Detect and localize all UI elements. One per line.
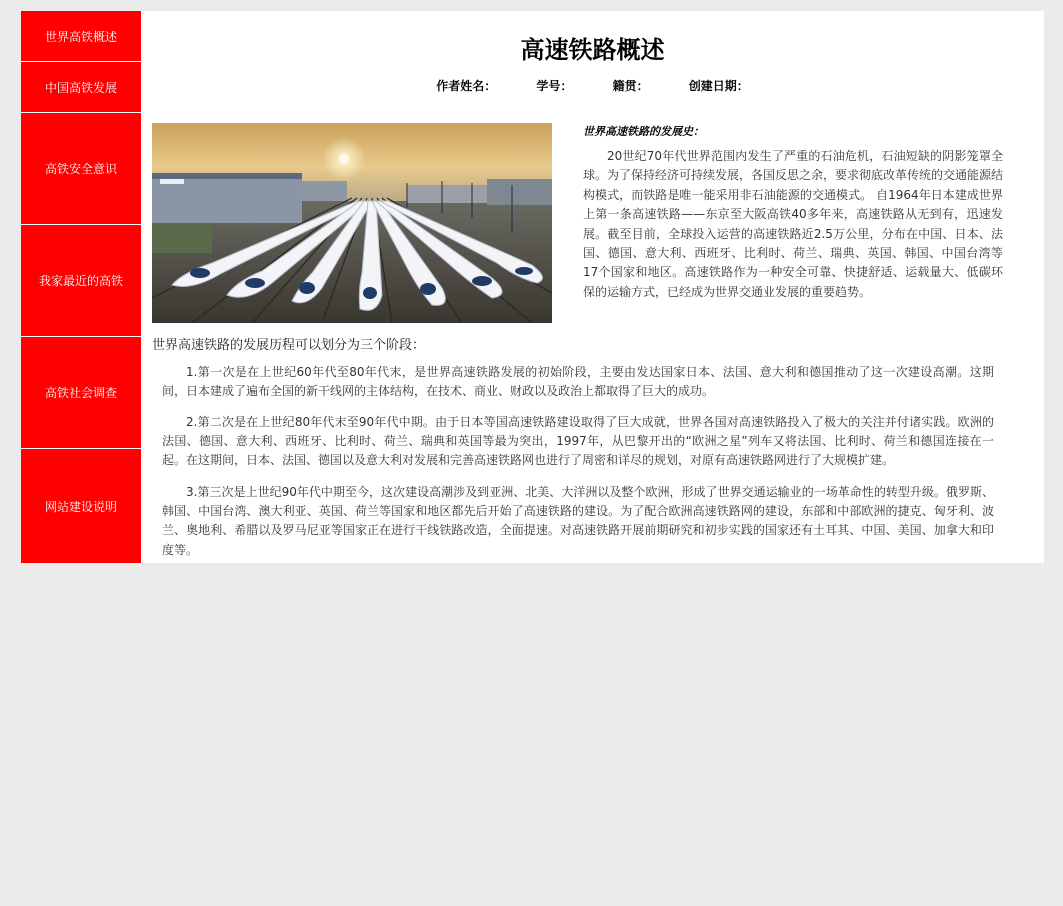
history-title: 世界高速铁路的发展史： [583,125,704,138]
high-speed-trains-photo [152,123,552,323]
sidebar-item-social-survey[interactable]: 高铁社会调查 [21,337,141,448]
main-content [141,11,1044,563]
stages-intro: 世界高速铁路的发展历程可以划分为三个阶段： [152,338,426,353]
page-meta [141,77,1044,94]
history-paragraph: 20世纪70年代世界范围内发生了严重的石油危机，石油短缺的阴影笼罩全球。为了保持经济可持续发展，各国反思之余，要求彻底改革传统的交通能源结构模式，而铁路是唯一能采用非石油能源的交通模式。 自1964年日本建成世界上第一条高速铁路——东京至大阪高铁40多年来，高速铁路从无到有，迅速发展。截至目前，全球投入运营的高速铁路近2.5万公里，分布在中国、日本、法国、德国、意大利、西班牙、比利时、荷兰、瑞典、英国、韩国、中国台湾等17个国家和地区。高速铁路作为一种安全可靠、快捷舒适、运载量大、低碳环保的运输方式，已经成为世界交通业发展的重要趋势。 [583,149,1004,299]
author-label: 作者姓名： [436,79,497,93]
page-container [21,11,1044,563]
created-date-label: 创建日期： [688,79,749,93]
sidebar-item-site-notes[interactable]: 网站建设说明 [21,449,141,563]
stage-paragraph-1: 1.第一次是在上世纪60年代至80年代末，是世界高速铁路发展的初始阶段，主要由发达国家日本、法国、意大利和德国推动了这一次建设高潮。这期间，日本建成了遍布全国的新干线网的主体结构，在技术、商业、财政以及政治上都取得了巨大的成功。 [162,365,994,399]
sidebar-item-safety-awareness[interactable]: 高铁安全意识 [21,113,141,224]
hometown-label: 籍贯： [612,79,649,93]
page-title: 高速铁路概述 [520,36,665,64]
sidebar-item-china-development[interactable]: 中国高铁发展 [21,62,141,112]
stage-paragraph-3: 3.第三次是上世纪90年代中期至今，这次建设高潮涉及到亚洲、北美、大洋洲以及整个欧洲，形成了世界交通运输业的一场革命性的转型升级。俄罗斯、韩国、中国台湾、澳大利亚、英国、荷兰等国家和地区都先后开始了高速铁路的建设。为了配合欧洲高速铁路网的建设，东部和中部欧洲的捷克、匈牙利、波兰、奥地利、希腊以及罗马尼亚等国家正在进行干线铁路改造，全面提速。对高速铁路开展前期研究和初步实践的国家还有土耳其、中国、美国、加拿大和印度等。 [162,485,994,557]
student-id-label: 学号： [536,79,573,93]
stage-paragraph-2: 2.第二次是在上世纪80年代末至90年代中期。由于日本等国高速铁路建设取得了巨大成就，世界各国对高速铁路投入了极大的关注并付诸实践。欧洲的法国、德国、意大利、西班牙、比利时、荷兰、瑞典和英国等最为突出，1997年，从巴黎开出的“欧洲之星”列车又将法国、比利时、荷兰和德国连接在一起。在这期间，日本、法国、德国以及意大利对发展和完善高速铁路网也进行了周密和详尽的规划，对原有高速铁路网进行了大规模扩建。 [162,415,994,468]
sidebar-item-nearest-railway[interactable]: 我家最近的高铁 [21,225,141,336]
sidebar-nav [21,11,141,563]
sidebar-item-world-overview[interactable]: 世界高铁概述 [21,11,141,61]
